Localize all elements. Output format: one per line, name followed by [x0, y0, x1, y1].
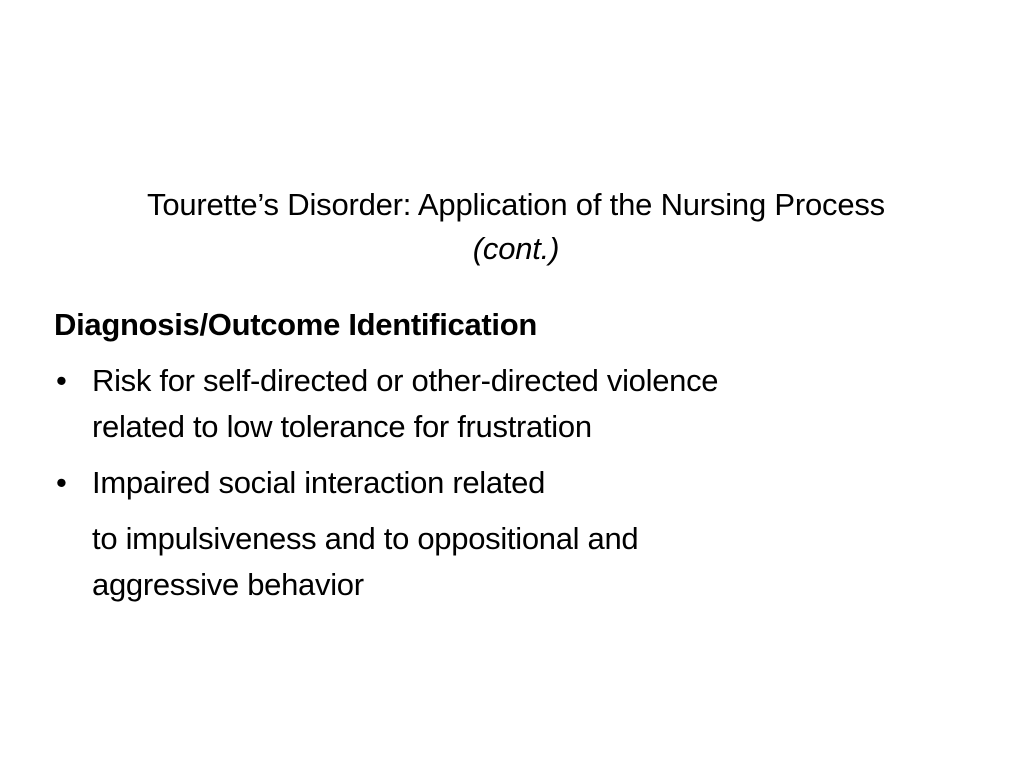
bullet-2-continuation: [54, 516, 984, 608]
section-heading: Diagnosis/Outcome Identification: [54, 307, 538, 342]
slide-title: [60, 183, 972, 271]
title-line-1: Tourette’s Disorder: Application of the Nursing Process: [147, 187, 885, 222]
bullet-symbol: •: [56, 465, 67, 500]
bullet-1-line-2: related to low tolerance for frustration: [92, 409, 592, 444]
slide-body: [54, 302, 984, 608]
continuation-line-1: to impulsiveness and to oppositional and: [92, 521, 639, 556]
bullet-2-line-1: Impaired social interaction related: [92, 465, 546, 500]
bullet-item-2: [54, 460, 984, 506]
title-line-2: (cont.): [472, 231, 560, 266]
continuation-line-2: aggressive behavior: [92, 567, 364, 602]
bullet-symbol: •: [56, 363, 67, 398]
bullet-1-line-1: Risk for self-directed or other-directed violence: [92, 363, 719, 398]
bullet-item-1: [54, 358, 984, 450]
